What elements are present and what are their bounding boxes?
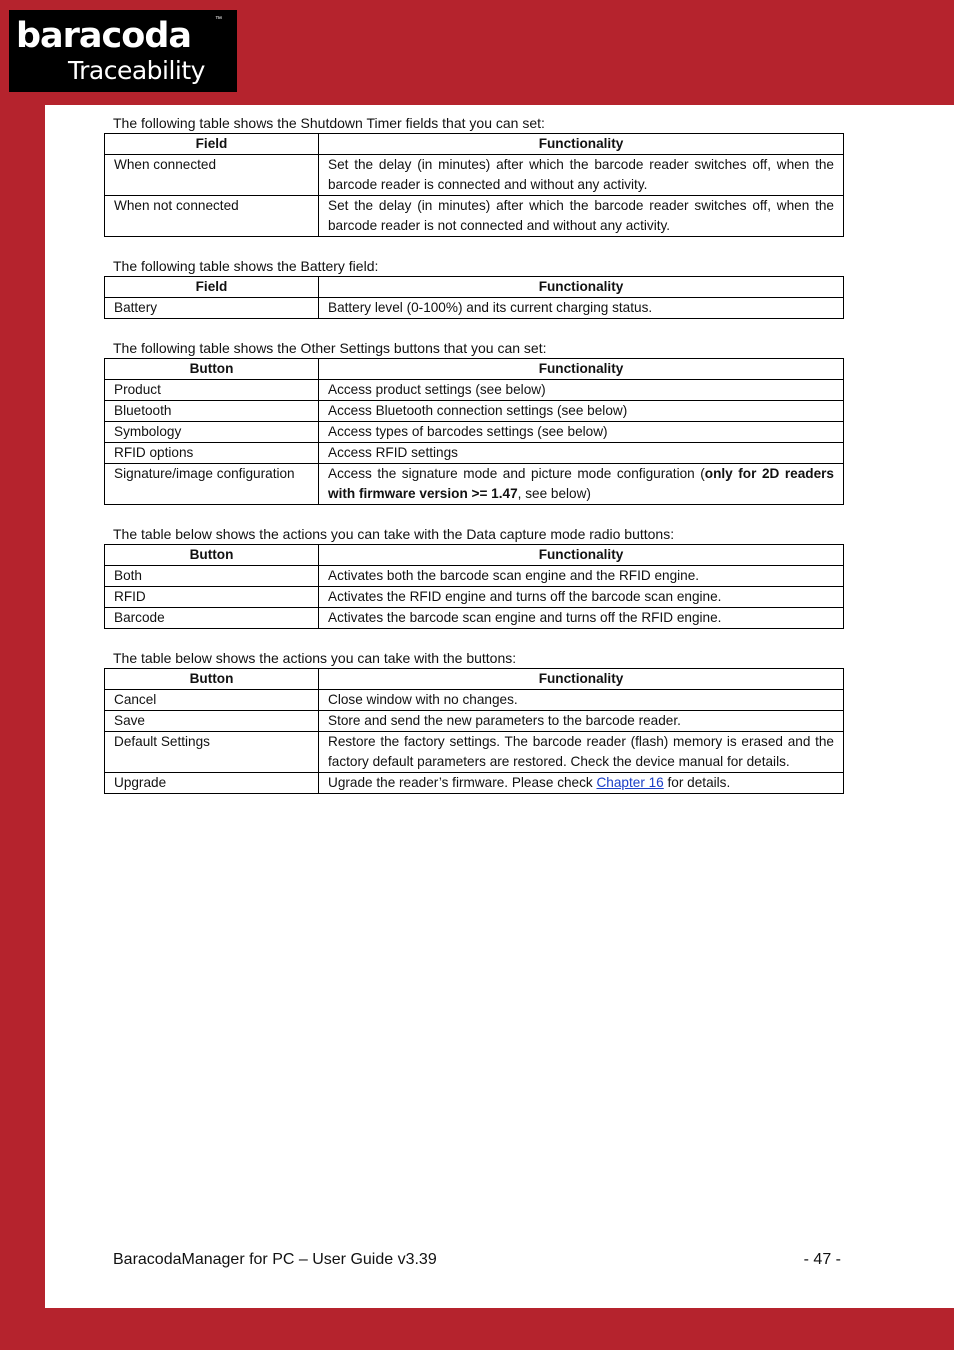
footer-title: BaracodaManager for PC – User Guide v3.39 [113,1251,437,1268]
cell-functionality: Battery level (0-100%) and its current charging status. [319,298,844,319]
cell-functionality: Activates the RFID engine and turns off the barcode scan engine. [319,587,844,608]
cell-functionality: Access Bluetooth connection settings (see below) [319,401,844,422]
data-capture-intro: The table below shows the actions you can take with the Data capture mode radio buttons: [113,526,675,542]
page-footer [113,1251,841,1269]
table-header-row [105,277,844,298]
cell-functionality: Activates the barcode scan engine and turns off the RFID engine. [319,608,844,629]
cell-button: Upgrade [105,773,319,794]
page-content [104,113,844,794]
cell-functionality: Activates both the barcode scan engine and the RFID engine. [319,566,844,587]
cell-button: RFID options [105,443,319,464]
cell-functionality: Set the delay (in minutes) after which the barcode reader switches off, when the barcode reader is connected and without any activity. [319,155,844,196]
shutdown-timer-table [104,133,844,237]
cell-functionality: Restore the factory settings. The barcode reader (flash) memory is erased and the factory default parameters are restored. Check the device manual for details. [319,732,844,773]
table-header-row [105,545,844,566]
cell-button: Both [105,566,319,587]
cell-functionality: Close window with no changes. [319,690,844,711]
cell-functionality: Store and send the new parameters to the barcode reader. [319,711,844,732]
cell-field: Battery [105,298,319,319]
cell-button: Default Settings [105,732,319,773]
cell-button: Signature/image configuration [105,464,319,505]
cell-button: Symbology [105,422,319,443]
cell-button: Save [105,711,319,732]
table-row [105,155,844,196]
cell-field: When not connected [105,196,319,237]
buttons-table [104,668,844,794]
table-header-row [105,134,844,155]
cell-button: Cancel [105,690,319,711]
header-functionality: Functionality [319,669,844,690]
document-page [45,105,954,1308]
cell-button: Bluetooth [105,401,319,422]
cell-functionality: Access product settings (see below) [319,380,844,401]
cell-functionality: Access types of barcodes settings (see below) [319,422,844,443]
data-capture-table [104,544,844,629]
table-header-row [105,359,844,380]
baracoda-logo [9,10,237,92]
header-functionality: Functionality [319,359,844,380]
header-functionality: Functionality [319,277,844,298]
cell-functionality: Access RFID settings [319,443,844,464]
upgrade-text-before: Ugrade the reader’s firmware. Please check [328,775,597,790]
signature-text-before: Access the signature mode and picture mode configuration ( [328,466,705,481]
other-settings-intro: The following table shows the Other Settings buttons that you can set: [113,340,547,356]
signature-text-after: , see below) [517,486,591,501]
table-row [105,443,844,464]
buttons-intro: The table below shows the actions you can take with the buttons: [113,650,517,666]
table-row [105,711,844,732]
signature-text-bold: only for 2D readers with firmware version >= 1.47 [328,466,834,501]
table-row [105,422,844,443]
cell-button: RFID [105,587,319,608]
battery-intro: The following table shows the Battery field: [113,258,379,274]
table-header-row [105,669,844,690]
table-row [105,401,844,422]
table-row [105,732,844,773]
table-row [105,196,844,237]
table-row [105,464,844,505]
logo-trademark: ™ [215,16,222,23]
table-row [105,773,844,794]
page-number: - 47 - [803,1251,841,1268]
chapter-16-link[interactable]: Chapter 16 [596,775,664,790]
cell-button: Product [105,380,319,401]
header-button: Button [105,669,319,690]
logo-brand: baracoda [16,16,192,56]
cell-button: Barcode [105,608,319,629]
cell-field: When connected [105,155,319,196]
header-field: Field [105,134,319,155]
header-functionality: Functionality [319,545,844,566]
header-button: Button [105,545,319,566]
battery-table [104,276,844,319]
header-button: Button [105,359,319,380]
cell-functionality: Set the delay (in minutes) after which the barcode reader switches off, when the barcode reader is not connected and without any activity. [319,196,844,237]
upgrade-text-after: for details. [663,775,731,790]
table-row [105,380,844,401]
header-field: Field [105,277,319,298]
other-settings-table [104,358,844,505]
shutdown-intro: The following table shows the Shutdown Timer fields that you can set: [113,115,545,131]
table-row [105,587,844,608]
table-row [105,608,844,629]
table-row [105,298,844,319]
logo-subtitle: Traceability [68,56,205,85]
table-row [105,690,844,711]
cell-functionality [319,773,844,794]
table-row [105,566,844,587]
header-functionality: Functionality [319,134,844,155]
cell-functionality [319,464,844,505]
